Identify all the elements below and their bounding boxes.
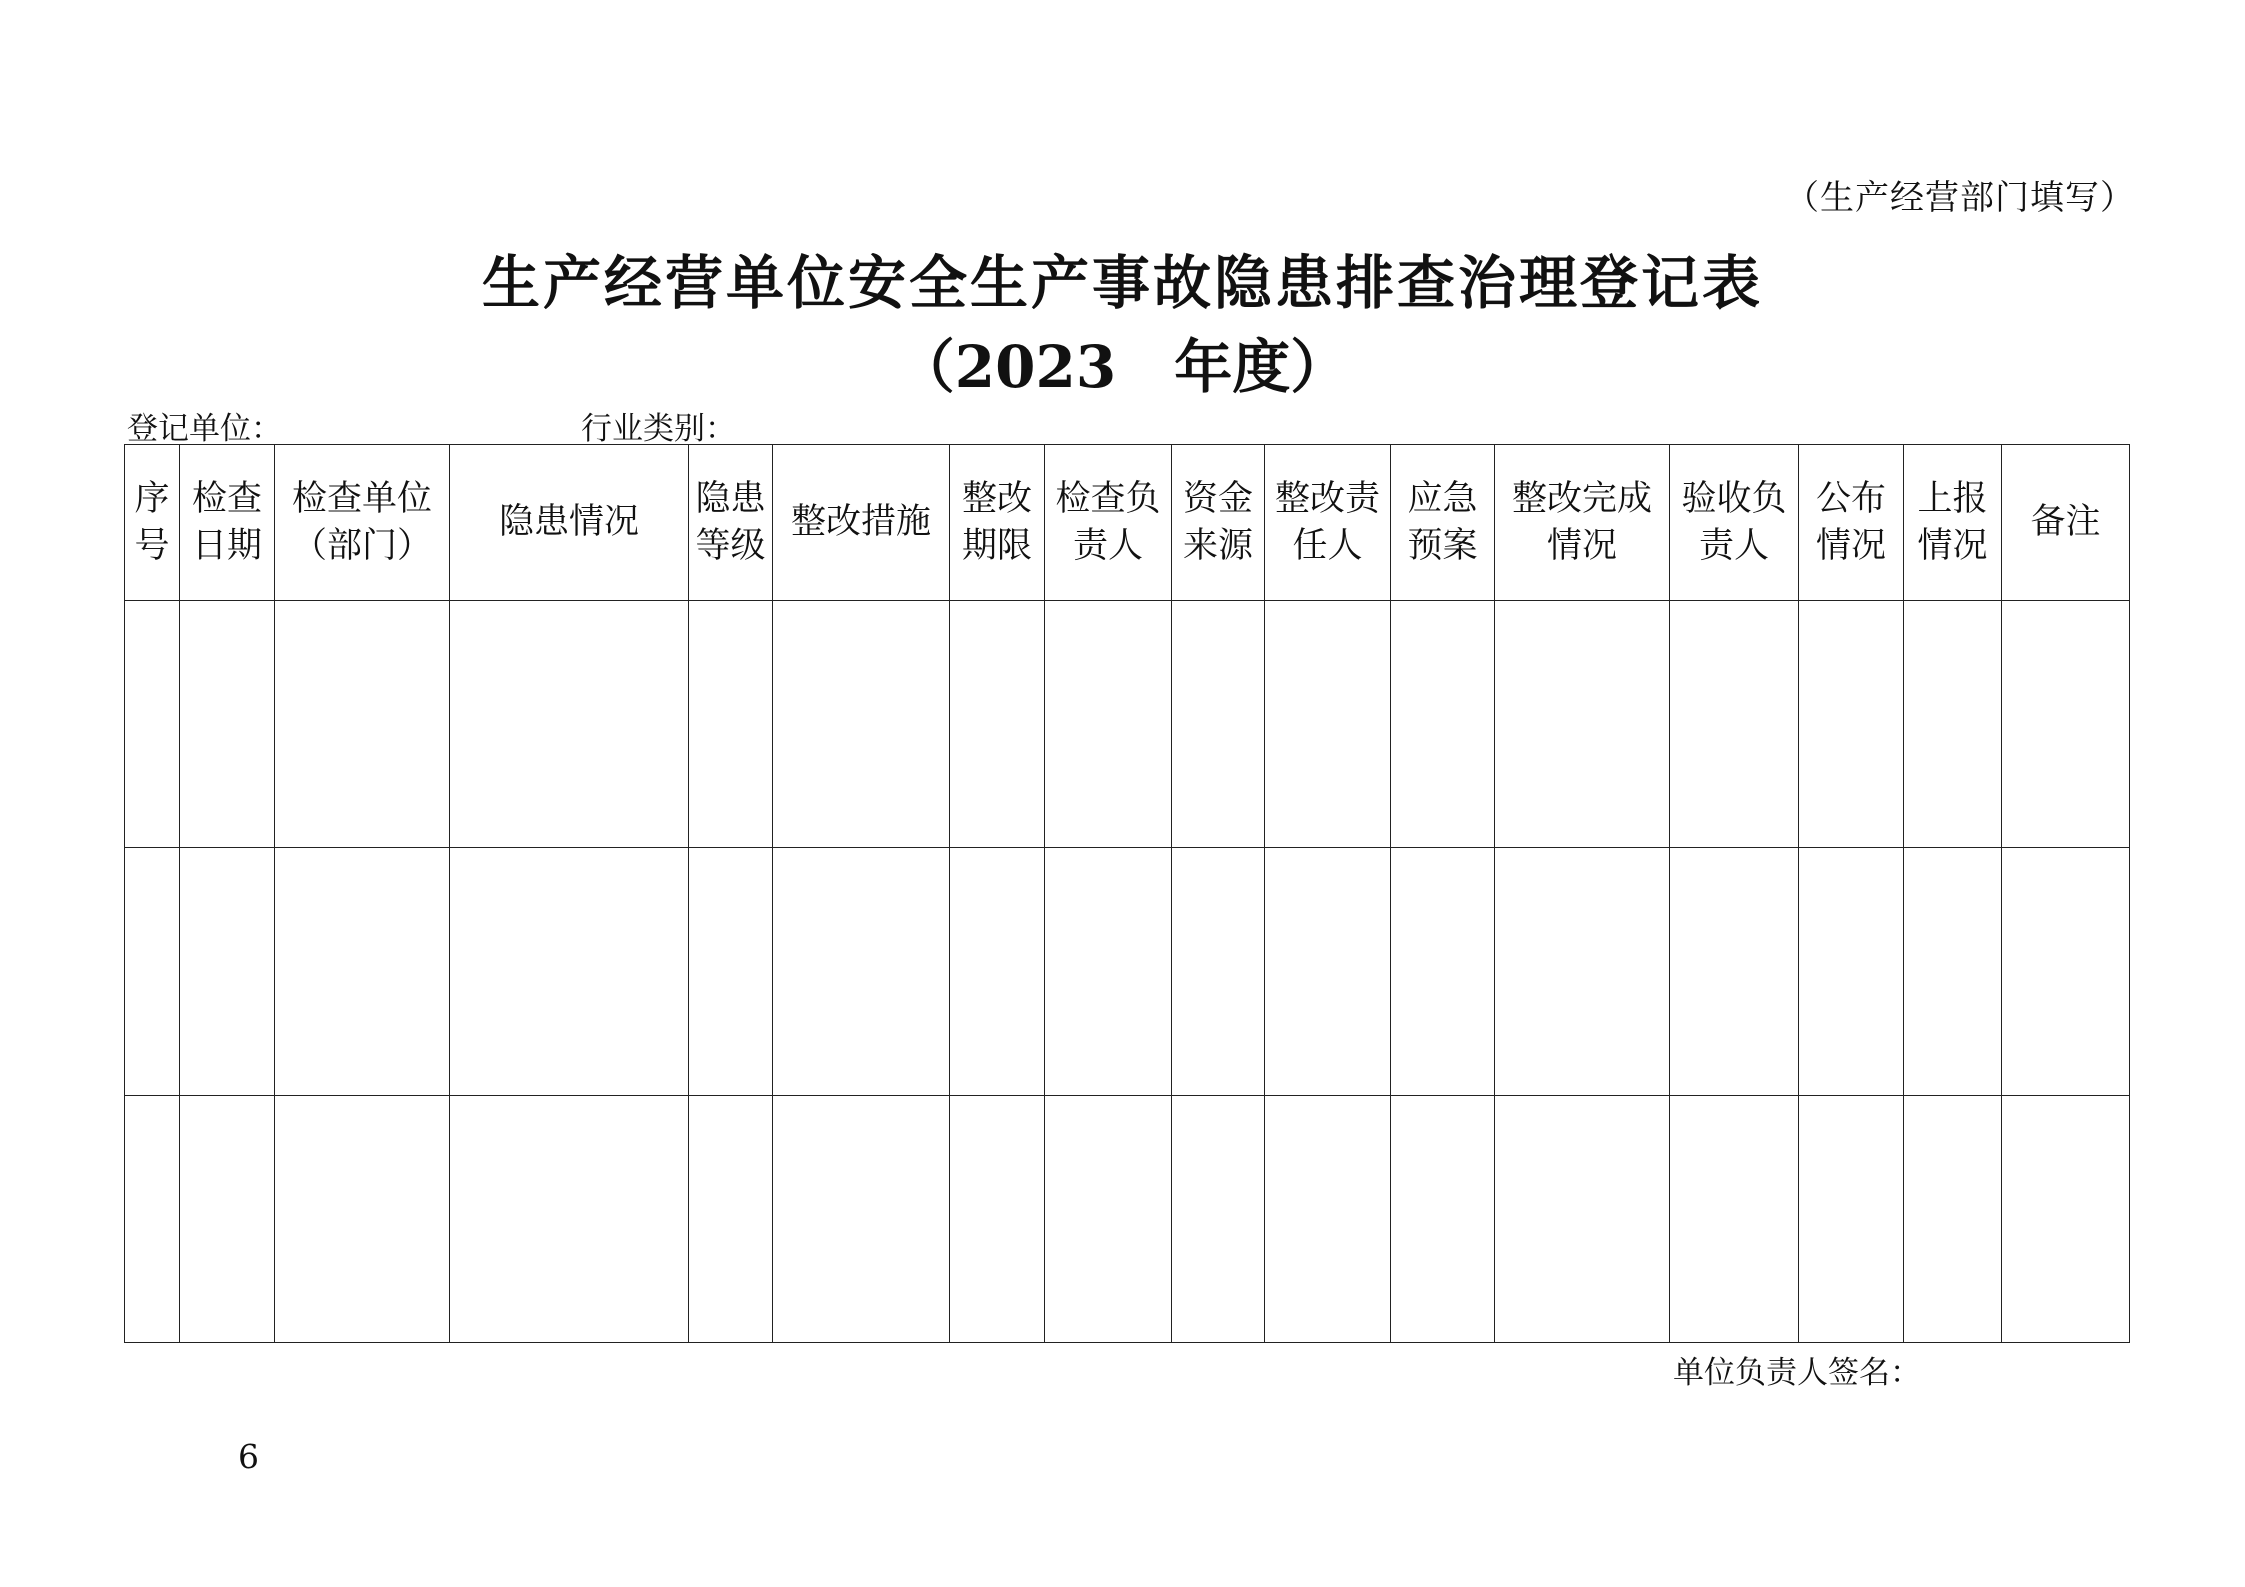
header-cell: 验收负 责人 xyxy=(1670,445,1799,601)
table-cell[interactable] xyxy=(1391,1095,1495,1342)
table-cell[interactable] xyxy=(1670,601,1799,848)
table-cell[interactable] xyxy=(125,1095,180,1342)
table-cell[interactable] xyxy=(275,601,450,848)
header-cell: 资金 来源 xyxy=(1172,445,1265,601)
header-row xyxy=(125,445,2130,601)
table-cell[interactable] xyxy=(689,601,773,848)
signature-label: 单位负责人签名： xyxy=(1673,1355,1921,1391)
table-cell[interactable] xyxy=(1904,1095,2002,1342)
table-cell[interactable] xyxy=(1172,848,1265,1095)
table-cell[interactable] xyxy=(689,1095,773,1342)
table-cell[interactable] xyxy=(275,1095,450,1342)
header-cell: 备注 xyxy=(2002,445,2130,601)
register-unit-label: 登记单位： xyxy=(127,411,282,447)
table-cell[interactable] xyxy=(950,1095,1045,1342)
table-cell[interactable] xyxy=(1045,1095,1172,1342)
header-cell: 上报 情况 xyxy=(1904,445,2002,601)
table-cell[interactable] xyxy=(450,848,689,1095)
header-cell: 公布 情况 xyxy=(1799,445,1904,601)
table-cell[interactable] xyxy=(1045,848,1172,1095)
table-cell[interactable] xyxy=(275,848,450,1095)
header-cell: 应急 预案 xyxy=(1391,445,1495,601)
table-cell[interactable] xyxy=(773,1095,950,1342)
hazard-register-table xyxy=(124,444,2130,1343)
table-cell[interactable] xyxy=(773,601,950,848)
header-cell: 整改 期限 xyxy=(950,445,1045,601)
table-cell[interactable] xyxy=(1391,848,1495,1095)
header-cell: 检查负 责人 xyxy=(1045,445,1172,601)
table-cell[interactable] xyxy=(1904,601,2002,848)
page-number: 6 xyxy=(238,1437,259,1476)
table-cell[interactable] xyxy=(1172,1095,1265,1342)
table-cell[interactable] xyxy=(1391,601,1495,848)
header-cell: 检查 日期 xyxy=(180,445,275,601)
table-cell[interactable] xyxy=(2002,848,2130,1095)
document-title: 生产经营单位安全生产事故隐患排查治理登记表 xyxy=(481,249,1763,317)
table-cell[interactable] xyxy=(950,848,1045,1095)
year-line: （2023 年度） xyxy=(896,333,1349,401)
header-cell: 隐患情况 xyxy=(450,445,689,601)
table-cell[interactable] xyxy=(1799,848,1904,1095)
table-row xyxy=(125,1095,2130,1342)
header-cell: 检查单位 （部门） xyxy=(275,445,450,601)
table-row xyxy=(125,601,2130,848)
table-cell[interactable] xyxy=(1045,601,1172,848)
table-cell[interactable] xyxy=(773,848,950,1095)
table-cell[interactable] xyxy=(180,601,275,848)
table-cell[interactable] xyxy=(1265,848,1391,1095)
table-cell[interactable] xyxy=(1904,848,2002,1095)
table-cell[interactable] xyxy=(2002,1095,2130,1342)
table-cell[interactable] xyxy=(1172,601,1265,848)
header-cell: 序 号 xyxy=(125,445,180,601)
industry-label: 行业类别： xyxy=(581,411,736,447)
table-cell[interactable] xyxy=(689,848,773,1095)
table-cell[interactable] xyxy=(125,601,180,848)
table-cell[interactable] xyxy=(180,848,275,1095)
header-cell: 整改完成 情况 xyxy=(1495,445,1670,601)
table-cell[interactable] xyxy=(450,1095,689,1342)
table-cell[interactable] xyxy=(125,848,180,1095)
table-cell[interactable] xyxy=(1670,848,1799,1095)
table-cell[interactable] xyxy=(1799,1095,1904,1342)
table-cell[interactable] xyxy=(1799,601,1904,848)
table-cell[interactable] xyxy=(1670,1095,1799,1342)
table-row xyxy=(125,848,2130,1095)
table-cell[interactable] xyxy=(1265,601,1391,848)
table-cell[interactable] xyxy=(1495,1095,1670,1342)
table-cell[interactable] xyxy=(450,601,689,848)
table-cell[interactable] xyxy=(950,601,1045,848)
header-cell: 隐患 等级 xyxy=(689,445,773,601)
fill-note: （生产经营部门填写） xyxy=(1785,178,2135,218)
table-cell[interactable] xyxy=(1495,601,1670,848)
table-cell[interactable] xyxy=(2002,601,2130,848)
table-cell[interactable] xyxy=(1495,848,1670,1095)
table-cell[interactable] xyxy=(1265,1095,1391,1342)
table-cell[interactable] xyxy=(180,1095,275,1342)
header-cell: 整改措施 xyxy=(773,445,950,601)
header-cell: 整改责 任人 xyxy=(1265,445,1391,601)
